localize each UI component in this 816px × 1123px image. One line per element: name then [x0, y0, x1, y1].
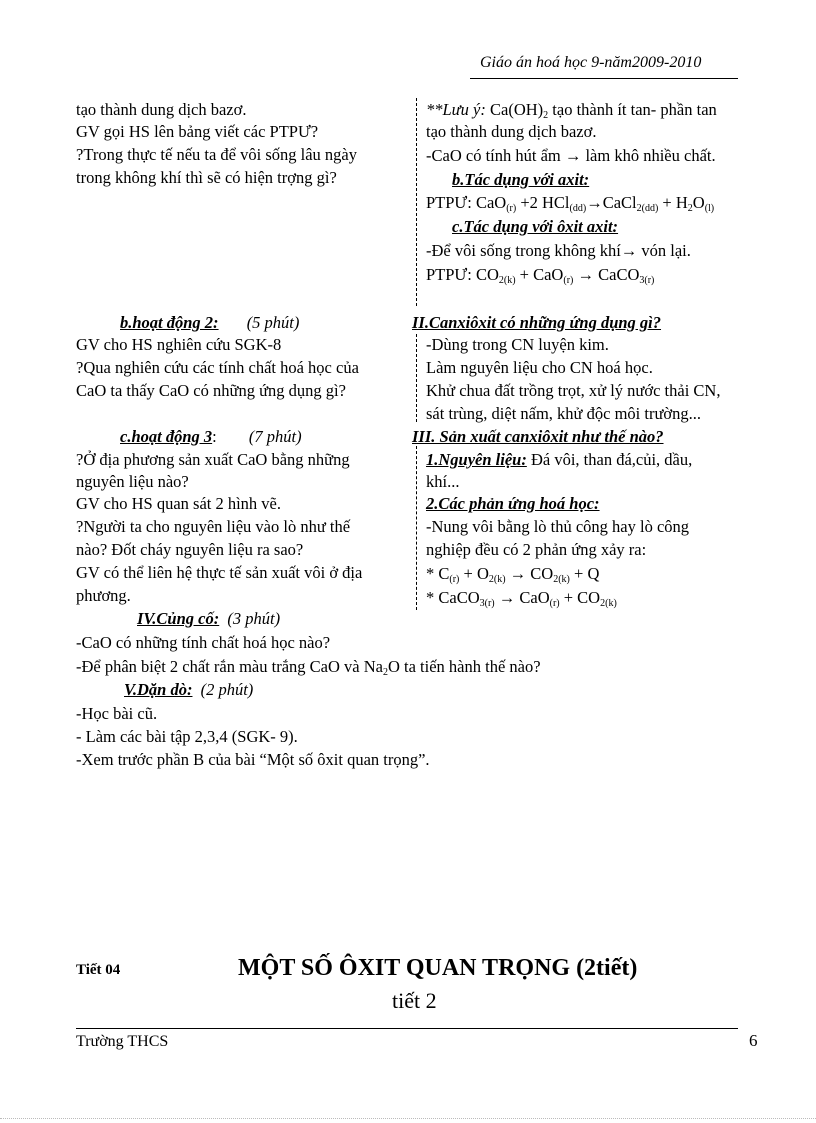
column-divider-2 [416, 334, 417, 422]
eq2-p3: (r) [563, 275, 574, 286]
lesson-subtitle: tiết 2 [392, 988, 437, 1013]
eq3-p1: (r) [449, 574, 460, 585]
header-rule [470, 78, 738, 79]
consolidation-time: (3 phút) [227, 609, 281, 628]
s2-left-line-2: ?Qua nghiên cứu các tính chất hoá học của [76, 358, 359, 377]
equation-3 [426, 563, 599, 585]
heading-b-acid: b.Tác dụng với axit: [452, 170, 590, 189]
eq1-p6: + H [658, 193, 688, 212]
s1-right-line-2: tạo thành dung dịch bazơ. [426, 122, 597, 141]
s3-right-heading: III. Sản xuất canxiôxit như thế nào? [412, 427, 664, 446]
eq1-p0: PTPƯ: CaO [426, 193, 507, 212]
page-number: 6 [749, 1031, 758, 1050]
eq1-p8: O [692, 193, 705, 212]
s3-left-line-7: phương. [76, 586, 131, 605]
s2-right-line-4: sát trùng, diệt nấm, khử độc môi trường... [426, 404, 701, 423]
footer-rule [76, 1028, 738, 1029]
s1-left-line-3: ?Trong thực tế nếu ta để vôi sống lâu ngày [76, 145, 357, 164]
eq4-p5: 2(k) [600, 598, 617, 609]
s5-line-3: -Xem trước phần B của bài “Một số ôxit quan trọng”. [76, 750, 430, 769]
eq4-p3: (r) [549, 598, 560, 609]
eq3-p0: * C [426, 564, 450, 583]
eq4-p0: * CaCO [426, 588, 480, 607]
s2-left-line-3: CaO ta thấy CaO có những ứng dụng gì? [76, 381, 346, 400]
s3-left-line-6: GV có thể liên hệ thực tế sản xuất vôi ở địa [76, 563, 363, 582]
activity-2-time: (5 phút) [246, 313, 300, 332]
s2-right-line-2: Làm nguyên liệu cho CN hoá học. [426, 358, 653, 377]
eq1-p3: (dd) [569, 203, 587, 214]
reactions-heading: 2.Các phản ứng hoá học: [426, 494, 600, 513]
equation-1 [426, 192, 714, 214]
s1-left-line-1: tạo thành dung dịch bazơ. [76, 100, 247, 119]
raw-materials-heading: 1.Nguyên liệu: [426, 450, 527, 469]
s5-line-1: -Học bài cũ. [76, 704, 158, 723]
eq2-p4: → CaCO [573, 265, 640, 284]
heading-c-oxide: c.Tác dụng với ôxit axit: [452, 217, 619, 236]
consolidation-heading: IV.Củng cố: [137, 609, 220, 628]
s5-heading [124, 679, 253, 701]
s3-left-heading [120, 426, 302, 448]
s3-left-line-4: ?Người ta cho nguyên liệu vào lò như thế [76, 517, 351, 536]
eq1-p2: +2 HCl [516, 193, 570, 212]
s2-left-line-1: GV cho HS nghiên cứu SGK-8 [76, 335, 282, 354]
equation-4 [426, 587, 617, 609]
s1-left-line-4: trong không khí thì sẽ có hiện trợng gì? [76, 168, 337, 187]
lesson-number: Tiết 04 [76, 962, 121, 978]
s5-line-2: - Làm các bài tập 2,3,4 (SGK- 9). [76, 727, 298, 746]
note-label: **Lưu ý: [426, 100, 486, 119]
eq1-p7: 2 [687, 203, 693, 214]
s2-left-heading [120, 312, 299, 334]
eq3-p4: → CO [505, 564, 554, 583]
s2-right-line-3: Khử chua đất trồng trọt, xử lý nước thải CN, [426, 381, 721, 400]
s1-right-line-3: -CaO có tính hút ẩm → làm khô nhiều chất. [426, 146, 716, 165]
column-divider-1 [416, 98, 417, 306]
activity-3-colon: : [212, 427, 217, 446]
s3-left-line-5: nào? Đốt cháy nguyên liệu ra sao? [76, 540, 304, 559]
s3-left-line-1: ?Ở địa phương sản xuất CaO bằng những [76, 450, 350, 469]
eq3-p3: 2(k) [488, 574, 506, 585]
eq3-p5: 2(k) [553, 574, 570, 585]
activity-3-heading: c.hoạt động 3 [120, 427, 213, 446]
eq2-p5: 3(r) [639, 275, 655, 286]
eq2-p1: 2(k) [498, 275, 516, 286]
eq1-p9: (l) [704, 203, 715, 214]
homework-time: (2 phút) [200, 680, 254, 699]
s4-line2-p0: -Để phân biệt 2 chất rắn màu trắng CaO và Na [76, 657, 383, 676]
s3-right-line-3: -Nung vôi bằng lò thủ công hay lò công [426, 517, 690, 536]
s1-left-line-2: GV gọi HS lên bảng viết các PTPƯ? [76, 122, 319, 141]
eq4-p1: 3(r) [479, 598, 495, 609]
note-sub: 2 [543, 110, 549, 121]
s3-left-line-2: nguyên liệu nào? [76, 472, 189, 491]
note-text-b: tạo thành ít tan- phần tan [548, 100, 717, 119]
footer-school: Trường THCS [76, 1033, 169, 1050]
eq1-p5: 2(dd) [636, 203, 659, 214]
s3-right-line-1 [426, 449, 692, 471]
s3-right-line-2: khí... [426, 472, 460, 491]
eq3-p2: + O [459, 564, 489, 583]
s4-line-1: -CaO có những tính chất hoá học nào? [76, 633, 331, 652]
s2-right-line-1: -Dùng trong CN luyện kim. [426, 335, 609, 354]
equation-2 [426, 264, 654, 286]
page-bottom-edge [0, 1118, 816, 1119]
s2-right-heading: II.Canxiôxit có những ứng dụng gì? [412, 313, 662, 332]
s3-right-line-4: nghiệp đều có 2 phản ứng xảy ra: [426, 540, 647, 559]
eq3-p6: + Q [569, 564, 600, 583]
s4-line2-p2: O ta tiến hành thế nào? [387, 657, 541, 676]
activity-3-time: (7 phút) [248, 427, 302, 446]
header-title: Giáo án hoá học 9-năm2009-2010 [480, 54, 702, 71]
s4-heading [137, 608, 280, 630]
eq2-p2: + CaO [515, 265, 564, 284]
column-divider-3 [416, 446, 417, 610]
eq1-p1: (r) [506, 203, 517, 214]
s4-line-2 [76, 656, 541, 678]
eq4-p4: + CO [559, 588, 601, 607]
s1-right-note [426, 99, 717, 121]
s1-right-line-c1: -Để vôi sống trong không khí→ vón lại. [426, 241, 691, 260]
homework-heading: V.Dặn dò: [124, 680, 193, 699]
eq1-p4: →CaCl [586, 193, 637, 212]
s4-line2-p1: 2 [382, 667, 388, 678]
eq2-p0: PTPƯ: CO [426, 265, 499, 284]
activity-2-heading: b.hoạt động 2: [120, 313, 219, 332]
raw-materials-text: Đá vôi, than đá,củi, dầu, [526, 450, 693, 469]
s3-left-line-3: GV cho HS quan sát 2 hình vẽ. [76, 494, 282, 513]
eq4-p2: → CaO [494, 588, 550, 607]
lesson-title: MỘT SỐ ÔXIT QUAN TRỌNG (2tiết) [238, 955, 638, 981]
note-text-a: Ca(OH) [485, 100, 544, 119]
